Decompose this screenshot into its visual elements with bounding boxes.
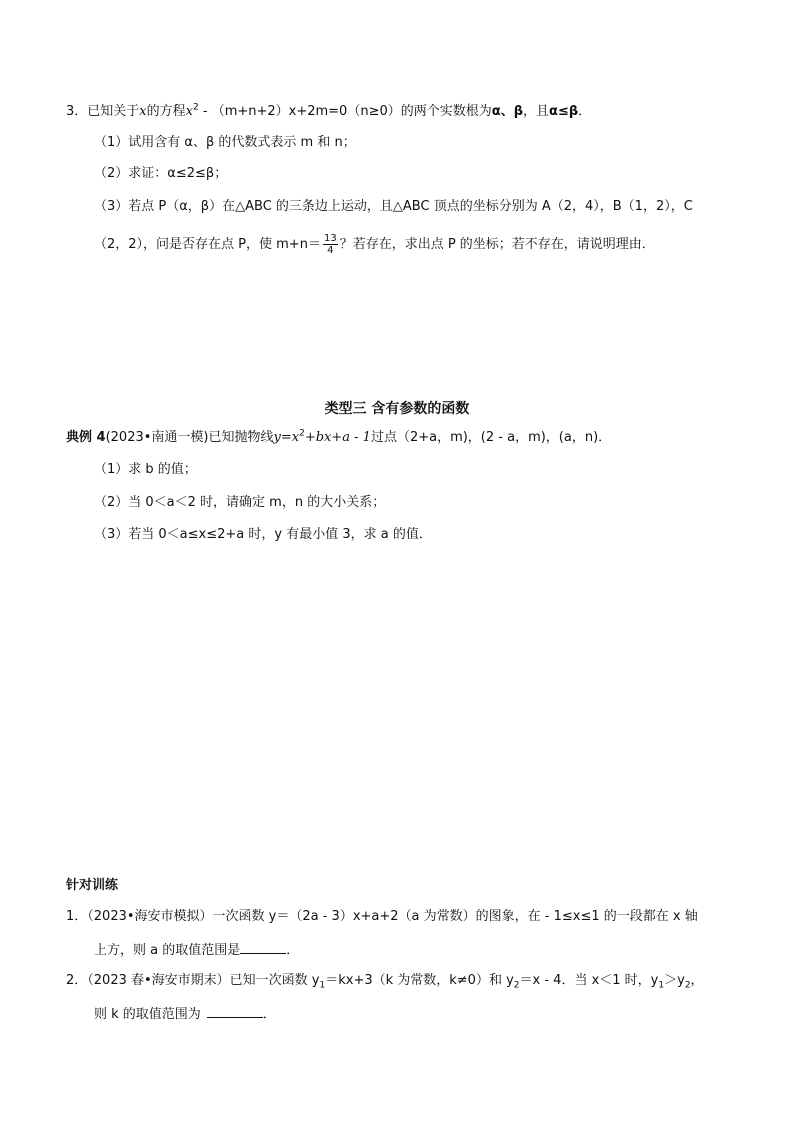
example-4-part-1: （1）求 b 的值； — [94, 462, 197, 477]
training-q2-text: 2．（2023 春•海安市期末）已知一次函数 y — [66, 973, 320, 988]
subscript: 1 — [319, 980, 326, 991]
example-4-part-3: （3）若当 0＜a≤x≤2+a 时，y 有最小值 3，求 a 的值． — [94, 527, 432, 542]
question-number: 3． — [66, 104, 88, 119]
training-q1-text: ． — [286, 943, 300, 958]
q3-part-3-line-2 — [94, 233, 655, 256]
subscript: 2 — [684, 980, 691, 991]
training-q2-text: 则 k 的取值范围为 — [94, 1007, 201, 1022]
training-q2-text: ＞y — [664, 973, 685, 988]
q3-text: 的两个实数根为 — [400, 104, 492, 119]
roots: α、β — [491, 104, 524, 119]
fraction-denominator: 4 — [327, 245, 334, 256]
training-q1-line-2 — [94, 940, 299, 960]
training-q2-line-1 — [66, 972, 704, 990]
q3-stem — [66, 103, 591, 121]
fraction-13-over-4 — [323, 233, 338, 256]
training-q2-text: ＝x - 4．当 x＜1 时，y — [519, 973, 659, 988]
example-text: 过点（2+a，m)，(2 - a，m)，(a，n)． — [370, 430, 612, 445]
section-title: 类型三 含有参数的函数 — [324, 401, 470, 417]
equation-rest: - （m+n+2）x+2m=0（n≥0） — [198, 104, 401, 119]
exponent: 2 — [299, 428, 305, 439]
fraction-numerator: 13 — [323, 233, 337, 244]
variable-x: x — [139, 104, 147, 119]
example-4-part-2: （2）当 0＜a＜2 时，请确定 m，n 的大小关系； — [94, 495, 386, 510]
training-q2-text: ， — [690, 973, 704, 988]
example-text: 已知抛物线 — [208, 430, 274, 445]
q3-text: 的方程 — [146, 104, 186, 119]
parabola-equation-rest: +bx+a - 1 — [304, 430, 371, 445]
training-q2-text: ． — [262, 1007, 276, 1022]
exponent: 2 — [193, 102, 199, 113]
equation-x: x — [185, 104, 193, 119]
q3-part-2: （2）求证：α≤2≤β； — [94, 166, 228, 181]
answer-blank — [207, 1004, 263, 1018]
subscript: 2 — [513, 980, 520, 991]
example-label: 典例 4 — [66, 430, 106, 445]
parabola-equation: y=x — [273, 430, 300, 445]
training-title: 针对训练 — [66, 878, 119, 893]
example-source: (2023•南通一模) — [105, 430, 209, 445]
example-4-stem — [66, 429, 611, 447]
training-q2-text: ＝kx+3（k 为常数，k≠0）和 y — [325, 973, 514, 988]
q3-text: ，且 — [523, 104, 550, 119]
q3-part-3-line-1: （3）若点 P（α，β）在△ABC 的三条边上运动，且△ABC 顶点的坐标分别为 A（2，4），B（1，2），C — [94, 199, 693, 214]
q3-text: ． — [578, 104, 592, 119]
training-q1-line-1: 1．（2023•海安市模拟）一次函数 y＝（2a - 3）x+a+2（a 为常数）的图象，在 - 1≤x≤1 的一段都在 x 轴 — [66, 909, 698, 924]
condition: α≤β — [549, 104, 579, 119]
training-q2-line-2 — [94, 1004, 276, 1024]
answer-blank — [240, 940, 286, 954]
training-q1-text: 上方，则 a 的取值范围是 — [94, 943, 241, 958]
q3-part-3-text: ？若存在，求出点 P 的坐标；若不存在，请说明理由． — [339, 237, 655, 252]
subscript: 1 — [658, 980, 665, 991]
q3-text: 已知关于 — [87, 104, 140, 119]
q3-part-1: （1）试用含有 α、β 的代数式表示 m 和 n； — [94, 135, 356, 150]
q3-part-3-text: （2，2），问是否存在点 P，使 m+n＝ — [94, 237, 321, 252]
